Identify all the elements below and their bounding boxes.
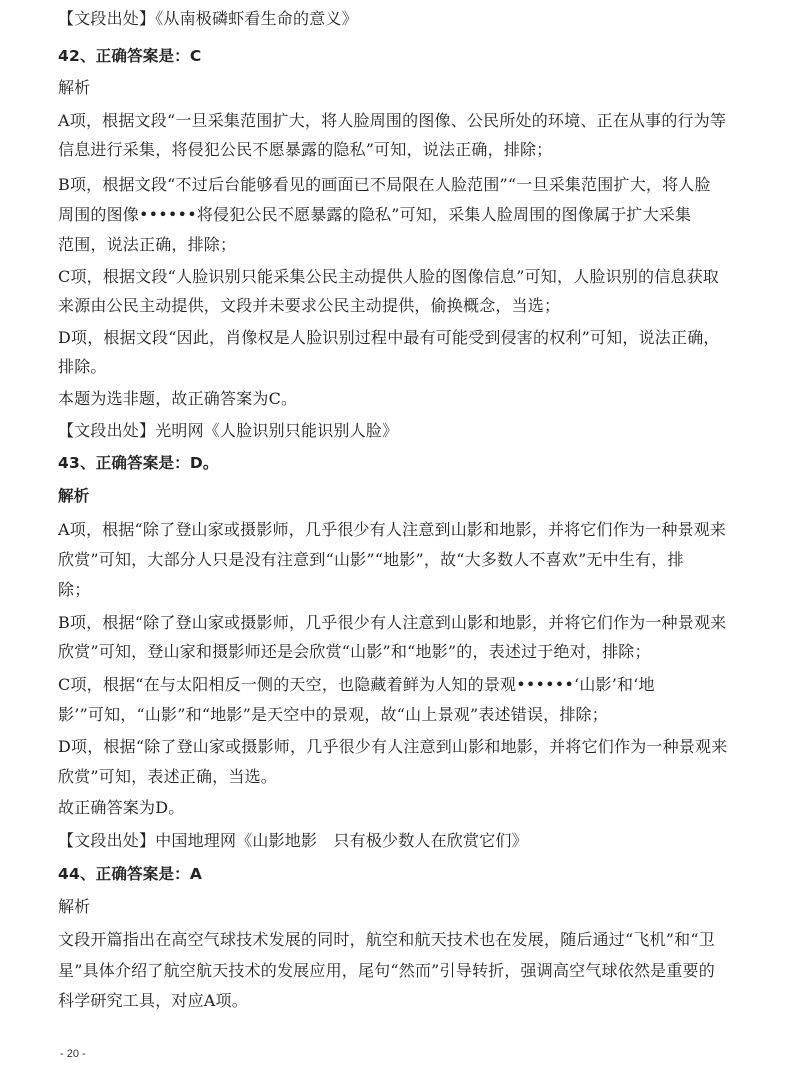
paragraph-line: 周围的图像••••••将侵犯公民不愿暴露的隐私”可知，采集人脸周围的图像属于扩大采集	[58, 205, 692, 224]
paragraph-line: B项，根据文段“不过后台能够看见的画面已不局限在人脸范围”“一旦采集范围扩大，将人脸	[58, 175, 711, 194]
conclusion-line-42: 本题为选非题，故正确答案为C。	[58, 389, 298, 408]
source-citation-43: 【文段出处】中国地理网《山影地影 只有极少数人在欣赏它们》	[58, 831, 528, 850]
source-citation-41: 【文段出处】《从南极磷虾看生命的意义》	[58, 9, 358, 28]
paragraph-line: A项，根据“除了登山家或摄影师，几乎很少有人注意到山影和地影，并将它们作为一种景观来	[58, 520, 727, 539]
analysis-label-44: 解析	[58, 897, 91, 916]
answer-heading-44: 44、正确答案是：A	[58, 865, 203, 883]
page-number: - 20 -	[60, 1048, 86, 1060]
paragraph-line: 信息进行采集，将侵犯公民不愿暴露的隐私”可知，说法正确，排除；	[58, 140, 553, 159]
paragraph-line: 来源由公民主动提供，文段并未要求公民主动提供，偷换概念，当选；	[58, 296, 561, 315]
paragraph-line: 除；	[58, 580, 91, 599]
paragraph-line: B项，根据“除了登山家或摄影师，几乎很少有人注意到山影和地影，并将它们作为一种景观来	[58, 613, 727, 632]
paragraph-line: 欣赏”可知，登山家和摄影师还是会欣赏“山影”和“地影”的，表述过于绝对，排除；	[58, 642, 651, 661]
paragraph-line: 欣赏”可知，表述正确，当选。	[58, 767, 277, 786]
paragraph-line: 星”具体介绍了航空航天技术的发展应用，尾句“然而”引导转折，强调高空气球依然是重要的	[58, 961, 715, 980]
paragraph-line: C项，根据“在与太阳相反一侧的天空，也隐藏着鲜为人知的景观••••••‘山影’和‘地	[58, 675, 655, 694]
analysis-label-42: 解析	[58, 78, 91, 97]
answer-heading-42: 42、正确答案是：C	[58, 47, 202, 65]
paragraph-line: 排除。	[58, 357, 107, 376]
analysis-label-43: 解析	[58, 487, 90, 505]
conclusion-line-43: 故正确答案为D。	[58, 798, 185, 817]
paragraph-line: 文段开篇指出在高空气球技术发展的同时，航空和航天技术也在发展，随后通过“飞机”和“卫	[58, 930, 715, 949]
answer-heading-43: 43、正确答案是：D。	[58, 454, 219, 472]
paragraph-line: 范围，说法正确，排除；	[58, 235, 237, 254]
paragraph-line: D项，根据文段“因此，肖像权是人脸识别过程中最有可能受到侵害的权利”可知，说法正确，	[58, 328, 720, 347]
paragraph-line: 科学研究工具，对应A项。	[58, 991, 248, 1010]
paragraph-line: D项，根据“除了登山家或摄影师，几乎很少有人注意到山影和地影，并将它们作为一种景观来	[58, 737, 728, 756]
source-citation-42: 【文段出处】光明网《人脸识别只能识别人脸》	[58, 421, 399, 440]
paragraph-line: A项，根据文段“一旦采集范围扩大，将人脸周围的图像、公民所处的环境、正在从事的行为等	[58, 111, 727, 130]
paragraph-line: 欣赏”可知，大部分人只是没有注意到“山影”“地影”，故“大多数人不喜欢”无中生有，排	[58, 550, 684, 569]
paragraph-line: C项，根据文段“人脸识别只能采集公民主动提供人脸的图像信息”可知，人脸识别的信息获取	[58, 267, 720, 286]
paragraph-line: 影’”可知，“山影”和“地影”是天空中的景观，故“山上景观”表述错误，排除；	[58, 705, 608, 724]
